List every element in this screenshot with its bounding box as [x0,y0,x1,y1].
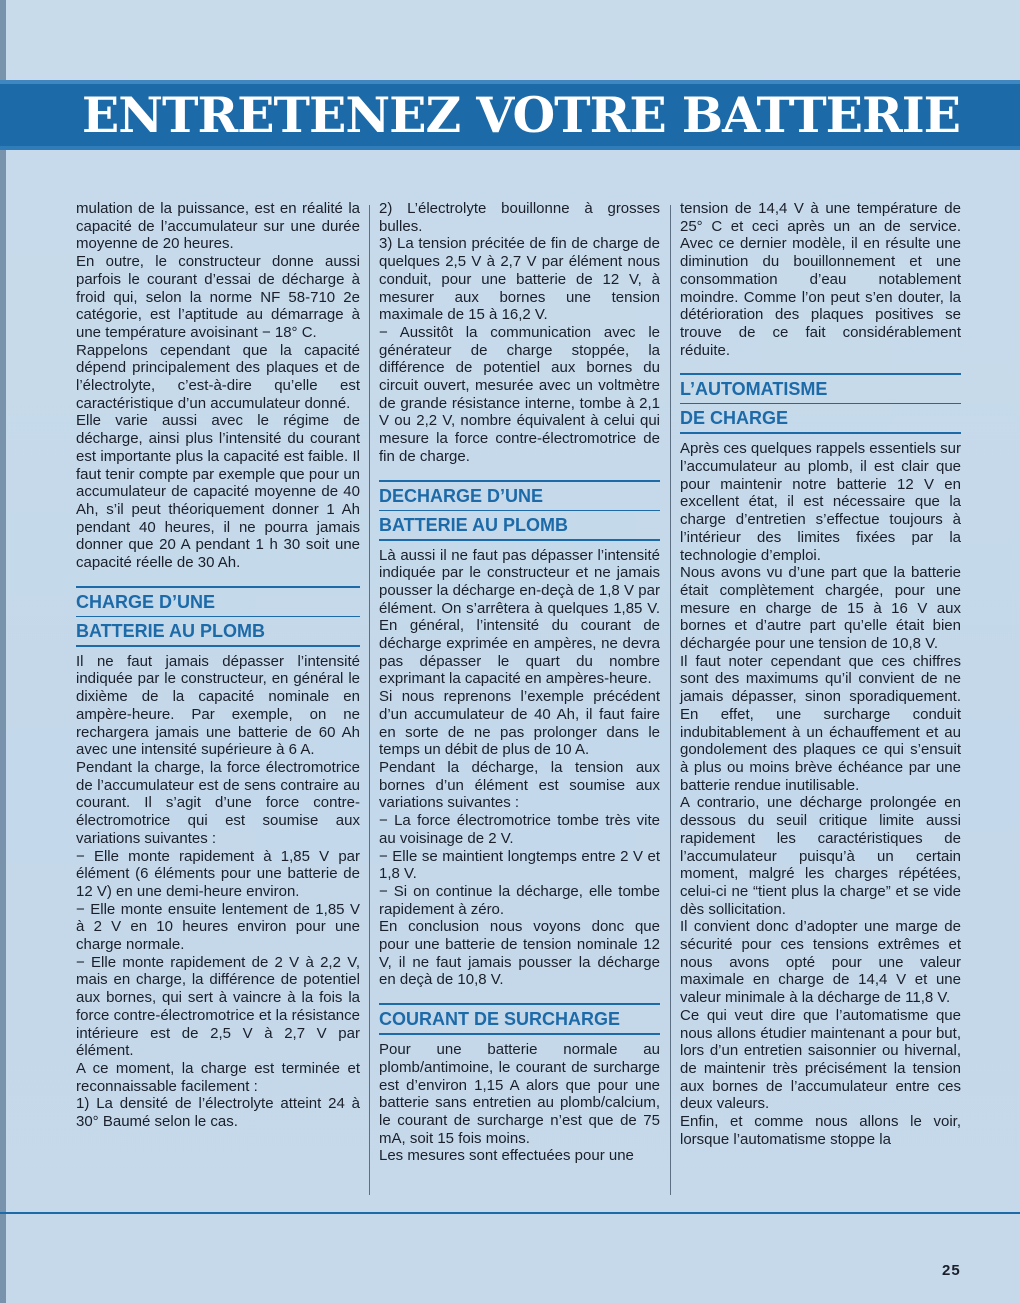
column-3 [680,200,961,1148]
paragraph: A contrario, une décharge prolongée en dessous du seuil critique limite aussi rapidement les caractéristiques de l’accumulateur puisqu’à un certain moment, malgré les charges répétées, celui-ci ne “tient plus la charge” et se vide dès sollicitation. [680,794,961,918]
paragraph: − Aussitôt la communication avec le générateur de charge stoppée, la différence de potentiel aux bornes du circuit ouvert, mesurée avec un voltmètre de grande résistance interne, tombe à 2,1 V ou 2,2 V, nombre équivalent à celui qui mesure la force contre-électromotrice de fin de charge. [379,323,660,465]
paragraph: − Elle monte rapidement à 1,85 V par élément (6 éléments pour une batterie de 12 V) en une demi-heure environ. [76,847,360,900]
page-title: ENTRETENEZ VOTRE BATTERIE [81,86,960,144]
page-edge [0,0,6,1303]
paragraph: A ce moment, la charge est terminée et reconnaissable facilement : [76,1059,360,1095]
paragraph: Ce qui veut dire que l’automatisme que nous allons étudier maintenant a pour but, lors d’un entretien saisonnier ou hivernal, de maintenir très précisément la tension aux bornes de l’accumulateur entre ces deux valeurs. [680,1006,961,1113]
paragraph: − Si on continue la décharge, elle tombe rapidement à zéro. [379,882,660,918]
paragraph: Nous avons vu d’une part que la batterie était complètement chargée, pour une mesure en charge de 15 à 16 V aux bornes et d’autre part qu’elle était bien déchargée pour une tension de 10,8 V. [680,564,961,653]
heading-line: L’AUTOMATISME [680,375,961,404]
paragraph: − La force électromotrice tombe très vite au voisinage de 2 V. [379,812,660,847]
paragraph: Pendant la charge, la force électromotrice de l’accumulateur est de sens contraire au courant. Il s’agit d’une force contre-électromotrice qui est soumise aux variations suivantes : [76,758,360,847]
paragraph: Enfin, et comme nous allons le voir, lorsque l’automatisme stoppe la [680,1113,961,1148]
section-heading-decharge [379,480,660,541]
paragraph: Il faut noter cependant que ces chiffres sont des maximums qu’il convient de ne jamais dépasser, sinon sporadiquement. En effet, une surcharge conduit indubitablement à un échauffement et au gondolement des plaques ce qui s’ensuit à plus ou moins brève échéance par une batterie rendue inutilisable. [680,652,961,794]
paragraph: 2) L’électrolyte bouillonne à grosses bulles. [379,200,660,235]
paragraph: Elle varie aussi avec le régime de décharge, ainsi plus l’intensité du courant est importante plus la capacité est faible. Il faut tenir compte par exemple que pour un accumulateur de capacité moyenne de 40 Ah, s’il peut théoriquement donner 1 Ah pendant 40 heures, il ne pourra jamais donner que 20 A pendant 1 h 30 soit une capacité réelle de 30 Ah. [76,412,360,572]
paragraph: Rappelons cependant que la capacité dépend principalement des plaques et de l’électrolyte, c’est-à-dire qu’elle est caractéristique d’un accumulateur donné. [76,341,360,412]
paragraph: tension de 14,4 V à une température de 25° C et ceci après un an de service. Avec ce dernier modèle, il en résulte une diminution du bouillonnement et une consommation d’eau notablement moindre. Comme l’on peut s’en douter, la détérioration des plaques positives se trouve de ce fait considérablement réduite. [680,200,961,359]
paragraph: Pour une batterie normale au plomb/antimoine, le courant de surcharge est d’environ 1,15 A alors que pour une batterie sans entretien au plomb/calcium, le courant de surcharge n’est que de 75 mA, soit 15 fois moins. [379,1041,660,1147]
paragraph: Si nous reprenons l’exemple précédent d’un accumulateur de 40 Ah, il faut faire en sorte de ne pas prolonger dans le temps un débit de plus de 10 A. [379,688,660,759]
paragraph: Là aussi il ne faut pas dépasser l’intensité indiquée par le constructeur et ne jamais pousser la décharge en-deçà de 1,8 V par élément. On s’arrêtera à quelques 1,85 V. En général, l’intensité du courant de décharge exprimée en ampères, ne devra pas dépasser le quart du nombre exprimant la capacité en ampères-heure. [379,546,660,688]
paragraph: En conclusion nous voyons donc que pour une batterie de tension nominale 12 V, il ne faut jamais pousser la décharge en deçà de 10,8 V. [379,918,660,989]
heading-line: DECHARGE D’UNE [379,482,660,511]
paragraph: Les mesures sont effectuées pour une [379,1147,634,1165]
paragraph: 1) La densité de l’électrolyte atteint 24 à 30° Baumé selon le cas. [76,1095,360,1131]
paragraph: − Elle se maintient longtemps entre 2 V et 1,8 V. [379,847,660,883]
paragraph: Pendant la décharge, la tension aux bornes d’un élément est soumise aux variations suivantes : [379,758,660,812]
section-heading-automatisme [680,373,961,434]
paragraph: Après ces quelques rappels essentiels sur l’accumulateur au plomb, il est clair que pour maintenir notre batterie 12 V en excellent état, il est nécessaire que la charge d’entretien s’effectue toujours à l’intérieur des limites fixées par la technologie d’emploi. [680,440,961,564]
heading-line: BATTERIE AU PLOMB [76,617,360,647]
paragraph: En outre, le constructeur donne aussi parfois le courant d’essai de décharge à froid qui, selon la norme NF 58-710 2e catégorie, est l’aptitude au démarrage à une température avoisinant − 18° C. [76,253,360,341]
column-1 [76,200,360,1131]
paragraph: Il convient donc d’adopter une marge de sécurité pour ces tensions extrêmes et nous avons opté pour une valeur maximale en charge de 14,4 V et une valeur minimale à la décharge de 11,8 V. [680,918,961,1007]
title-banner [0,80,1020,150]
heading-line: COURANT DE SURCHARGE [379,1005,660,1035]
column-2 [379,200,660,1165]
column-divider [369,205,370,1195]
paragraph: − Elle monte ensuite lentement de 1,85 V à 2 V en 10 heures environ pour une charge normale. [76,900,360,954]
heading-line: CHARGE D’UNE [76,588,360,617]
heading-line: DE CHARGE [680,404,961,434]
page-number: 25 [942,1262,961,1279]
paragraph: Il ne faut jamais dépasser l’intensité indiquée par le constructeur, en général le dixième de la capacité nominale en ampère-heure. Par exemple, on ne rechargera jamais une batterie de 60 Ah avec une intensité supérieure à 6 A. [76,652,360,759]
bottom-rule [0,1212,1020,1214]
paragraph: 3) La tension précitée de fin de charge de quelques 2,5 V à 2,7 V par élément nous conduit, pour une batterie de 12 V, à mesurer aux bornes une tension maximale de 15 à 16,2 V. [379,235,660,324]
column-divider [670,205,671,1195]
paragraph: mulation de la puissance, est en réalité la capacité de l’accumulateur sur une durée moyenne de 20 heures. [76,200,360,253]
section-heading-surcharge [379,1003,660,1035]
paragraph: − Elle monte rapidement de 2 V à 2,2 V, mais en charge, la différence de potentiel aux bornes, qui sert à vaincre à la fois la force contre-électromotrice et la résistance intérieure est de 2,5 V à 2,7 V par élément. [76,953,360,1060]
section-heading-charge [76,586,360,647]
heading-line: BATTERIE AU PLOMB [379,511,660,541]
